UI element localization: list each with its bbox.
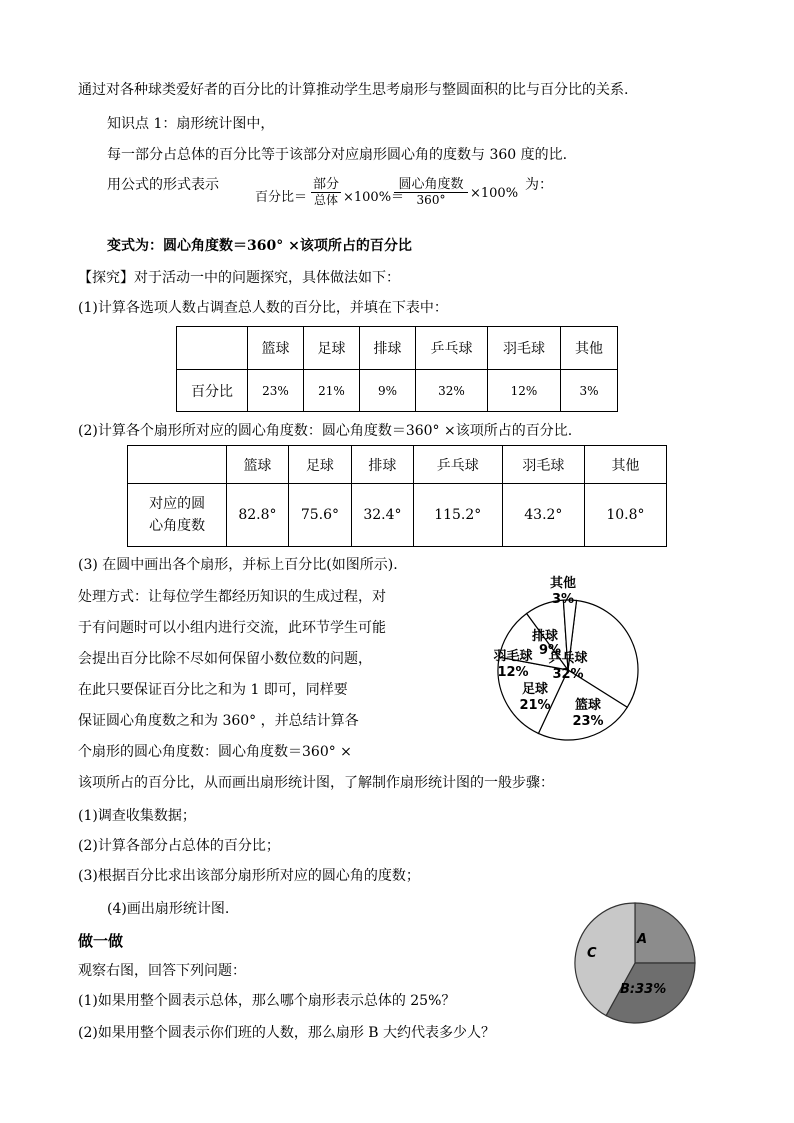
slice-name-label: 其他 — [549, 576, 577, 591]
table-cell: 32.4° — [352, 484, 414, 547]
table-header-cell: 羽毛球 — [502, 446, 584, 484]
fraction-denominator: 总体 — [313, 193, 338, 207]
formula-times: ×100% — [470, 186, 519, 201]
table-header-cell: 羽毛球 — [488, 327, 561, 370]
fraction-angle — [394, 177, 468, 208]
method-line: 在此只要保证百分比之和为 1 即可，同样要 — [78, 682, 348, 698]
table-cell: 12% — [488, 370, 561, 412]
table-cell: 82.8° — [227, 484, 289, 547]
formula-times: ×100%＝ — [343, 190, 405, 205]
table-header-cell: 乒乓球 — [416, 327, 488, 370]
table-header-row — [128, 446, 667, 484]
table-cell: 21% — [304, 370, 360, 412]
slice-name-label: 足球 — [521, 682, 549, 697]
method-line: 会提出百分比除不尽如何保留小数位数的问题， — [78, 651, 372, 667]
procedure-step: (3)根据百分比求出该部分扇形所对应的圆心角的度数； — [78, 868, 420, 884]
formula-lhs: 百分比＝ — [255, 190, 308, 205]
step-2-text: (2)计算各个扇形所对应的圆心角度数：圆心角度数＝360° ×该项所占的百分比. — [78, 423, 573, 439]
method-line: 该项所占的百分比，从而画出扇形统计图，了解制作扇形统计图的一般步骤： — [78, 775, 554, 791]
sports-pie-chart — [480, 570, 650, 750]
table-header-cell — [128, 446, 227, 484]
data-label: A — [637, 932, 648, 947]
fraction-numerator: 部分 — [312, 177, 339, 192]
slice-name-label: 乒乓球 — [548, 651, 588, 666]
knowledge-point-title: 知识点 1：扇形统计图中， — [107, 116, 275, 132]
data-label: B:33% — [620, 982, 667, 997]
angle-table — [127, 445, 667, 547]
table-header-cell: 足球 — [288, 446, 351, 484]
abc-pie-slices — [575, 903, 695, 1023]
data-label: 3% — [551, 592, 575, 607]
method-line: 保证圆心角度数之和为 360° ，并总结计算各 — [78, 713, 359, 729]
table-row-label: 百分比 — [177, 370, 248, 412]
question: (2)如果用整个圆表示你们班的人数，那么扇形 B 大约代表多少人？ — [78, 1025, 496, 1041]
table-row — [128, 484, 667, 547]
method-line: 处理方式：让每位学生都经历知识的生成过程，对 — [78, 589, 386, 605]
procedure-step: (2)计算各部分占总体的百分比； — [78, 838, 280, 854]
table-header-cell — [177, 327, 248, 370]
data-label: 23% — [572, 714, 604, 729]
knowledge-point-rule: 每一部分占总体的百分比等于该部分对应扇形圆心角的度数与 360 度的比. — [107, 147, 568, 163]
table-cell: 115.2° — [413, 484, 502, 547]
row-label-line: 对应的圆 — [149, 496, 206, 512]
row-label-line: 心角度数 — [149, 518, 206, 534]
table-cell: 43.2° — [502, 484, 584, 547]
do-it-intro: 观察右图，回答下列问题： — [78, 963, 246, 979]
method-line: 于有问题时可以小组内进行交流，此环节学生可能 — [78, 620, 386, 636]
slice-name-label: 排球 — [531, 629, 559, 644]
table-cell: 32% — [416, 370, 488, 412]
explore-heading: 【探究】对于活动一中的问题探究，具体做法如下： — [78, 270, 400, 286]
table-header-cell: 乒乓球 — [413, 446, 502, 484]
data-label: 9% — [538, 643, 562, 658]
data-label: C — [587, 946, 597, 961]
data-label: 21% — [519, 698, 551, 713]
data-label: 32% — [552, 667, 584, 682]
table-cell: 3% — [561, 370, 618, 412]
table-header-cell: 排球 — [352, 446, 414, 484]
table-header-cell: 篮球 — [227, 446, 289, 484]
do-it-heading: 做一做 — [78, 932, 124, 950]
formula-lead: 用公式的形式表示 — [107, 177, 219, 193]
table-cell: 10.8° — [584, 484, 666, 547]
table-header-cell: 足球 — [304, 327, 360, 370]
step-3-text: (3) 在圆中画出各个扇形，并标上百分比(如图所示). — [78, 557, 398, 573]
question: (1)如果用整个圆表示总体，那么哪个扇形表示总体的 25%？ — [78, 993, 456, 1009]
table-header-row — [177, 327, 618, 370]
table-header-cell: 其他 — [561, 327, 618, 370]
step-1-text: (1)计算各选项人数占调查总人数的百分比，并填在下表中： — [78, 300, 448, 316]
procedure-step: (1)调查收集数据； — [78, 808, 196, 824]
table-row-label — [128, 484, 227, 547]
slice-name-label: 篮球 — [574, 698, 602, 713]
table-cell: 23% — [248, 370, 304, 412]
table-cell: 75.6° — [288, 484, 351, 547]
percentage-table — [176, 326, 618, 412]
method-line: 个扇形的圆心角度数：圆心角度数＝360° × — [78, 744, 352, 760]
fraction-numerator: 圆心角度数 — [394, 177, 468, 193]
table-header-cell: 篮球 — [248, 327, 304, 370]
table-header-cell: 排球 — [360, 327, 416, 370]
procedure-step: (4)画出扇形统计图. — [107, 901, 230, 917]
fraction-part-total — [311, 177, 341, 208]
slice-name-label: 羽毛球 — [493, 649, 533, 664]
formula-tail: 为： — [525, 177, 553, 193]
table-header-cell: 其他 — [584, 446, 666, 484]
intro-text: 通过对各种球类爱好者的百分比的计算推动学生思考扇形与整圆面积的比与百分比的关系. — [78, 82, 629, 98]
fraction-denominator: 360° — [416, 193, 446, 207]
table-cell: 9% — [360, 370, 416, 412]
data-label: 12% — [497, 665, 529, 680]
variant-formula: 变式为：圆心角度数＝360° ×该项所占的百分比 — [107, 238, 412, 254]
table-row — [177, 370, 618, 412]
abc-pie-chart — [560, 895, 710, 1035]
